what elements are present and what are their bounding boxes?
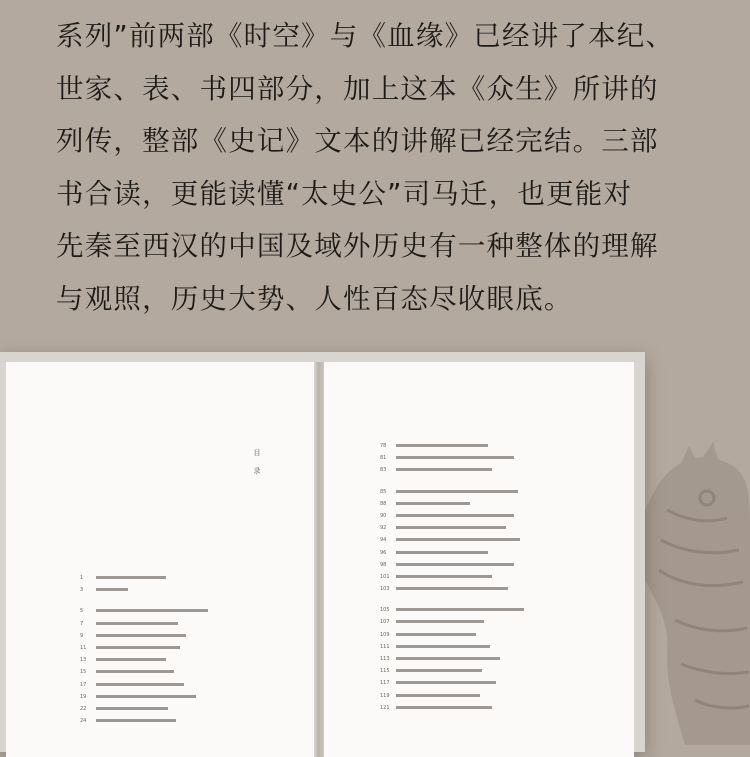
toc-entry-text-blur	[396, 706, 492, 709]
toc-entry	[380, 440, 600, 452]
book-gutter	[314, 362, 324, 757]
toc-page-number: 5	[80, 608, 84, 615]
toc-page-number: 81	[380, 455, 387, 462]
intro-line: 与观照，历史大势、人性百态尽收眼底。	[56, 282, 573, 315]
toc-entry	[80, 703, 280, 715]
toc-page-number: 15	[80, 669, 87, 676]
toc-entry	[380, 486, 600, 498]
toc-entry-text-blur	[96, 576, 166, 579]
toc-entry-text-blur	[96, 670, 174, 673]
toc-entry-text-blur	[396, 444, 488, 447]
toc-page-number: 115	[380, 668, 390, 675]
toc-entry-text-blur	[96, 646, 180, 649]
toc-page-number: 85	[380, 488, 387, 495]
toc-entry-text-blur	[396, 575, 492, 578]
toc-entry-text-blur	[396, 490, 518, 493]
toc-page-number: 117	[380, 680, 390, 687]
toc-page-number: 19	[80, 693, 87, 700]
toc-page-number: 3	[80, 587, 84, 594]
toc-entry-text-blur	[96, 634, 186, 637]
toc-entry-text-blur	[396, 468, 492, 471]
toc-page-number: 7	[80, 620, 84, 627]
toc-entry-text-blur	[396, 620, 484, 623]
toc-entry-text-blur	[96, 588, 128, 591]
toc-entry	[380, 653, 600, 665]
toc-entry-text-blur	[96, 658, 166, 661]
toc-entry-text-blur	[396, 587, 508, 590]
toc-entry-text-blur	[96, 707, 168, 710]
toc-entry	[380, 583, 600, 595]
toc-entry-text-blur	[396, 551, 488, 554]
toc-entry	[380, 571, 600, 583]
toc-entry	[80, 679, 280, 691]
toc-page-number: 22	[80, 705, 87, 712]
toc-entry	[80, 584, 280, 596]
book-page-left	[6, 362, 314, 757]
toc-page-number: 111	[380, 643, 390, 650]
toc-entry	[80, 691, 280, 703]
toc-page-number: 88	[380, 500, 387, 507]
toc-entry	[380, 641, 600, 653]
toc-entry-text-blur	[96, 683, 184, 686]
toc-entry	[380, 498, 600, 510]
toc-entry-text-blur	[396, 694, 480, 697]
toc-page-number: 107	[380, 619, 390, 626]
toc-page-number: 90	[380, 512, 387, 519]
toc-page-number: 105	[380, 607, 390, 614]
intro-line: 系列”前两部《时空》与《血缘》已经讲了本纪、	[56, 20, 675, 52]
toc-entry-text-blur	[396, 563, 514, 566]
toc-entry	[380, 522, 600, 534]
toc-entry-text-blur	[396, 657, 500, 660]
toc-entry-text-blur	[396, 502, 470, 505]
toc-entry	[380, 690, 600, 702]
toc-page-number: 103	[380, 586, 390, 593]
toc-entry	[380, 510, 600, 522]
toc-page-number: 83	[380, 467, 387, 474]
toc-page-number: 92	[380, 525, 387, 532]
toc-entry	[380, 604, 600, 616]
toc-entry-text-blur	[396, 608, 524, 611]
toc-entry	[80, 630, 280, 642]
toc-page-number: 96	[380, 549, 387, 556]
toc-entry	[80, 654, 280, 666]
intro-line: 列传，整部《史记》文本的讲解已经完结。三部	[56, 125, 659, 157]
toc-entry	[380, 464, 600, 476]
toc-page-number: 11	[80, 644, 87, 651]
toc-page-number: 101	[380, 573, 390, 580]
toc-entry	[380, 534, 600, 546]
toc-entry-text-blur	[96, 719, 176, 722]
toc-entry	[80, 605, 280, 617]
intro-line: 世家、表、书四部分，加上这本《众生》所讲的	[56, 72, 659, 105]
toc-entry	[380, 547, 600, 559]
toc-entry-text-blur	[396, 645, 490, 648]
intro-line: 书合读，更能读懂“太史公”司马迁，也更能对	[56, 177, 633, 210]
toc-entry	[380, 629, 600, 641]
toc-entry-text-blur	[96, 695, 196, 698]
toc-list-left	[80, 572, 280, 727]
toc-entry	[80, 715, 280, 727]
toc-entry-text-blur	[96, 622, 178, 625]
toc-page-number: 9	[80, 632, 84, 639]
toc-entry	[80, 618, 280, 630]
toc-entry	[380, 616, 600, 628]
toc-page-number: 109	[380, 631, 390, 638]
toc-list-right	[380, 440, 600, 714]
toc-entry-text-blur	[396, 538, 520, 541]
toc-page-number: 24	[80, 718, 87, 725]
toc-entry-text-blur	[396, 681, 496, 684]
toc-page-number: 17	[80, 681, 87, 688]
intro-line: 先秦至西汉的中国及域外历史有一种整体的理解	[56, 230, 659, 262]
toc-title: 目 录	[253, 449, 261, 475]
toc-entry-text-blur	[96, 609, 208, 612]
toc-page-number: 1	[80, 575, 84, 581]
book-page-right	[324, 362, 634, 757]
toc-page-number: 98	[380, 561, 387, 568]
book-spread	[0, 352, 645, 752]
toc-entry	[380, 665, 600, 677]
toc-entry	[380, 452, 600, 464]
toc-page-number: 121	[380, 704, 390, 711]
toc-page-number: 119	[380, 692, 390, 699]
toc-page-number: 94	[380, 537, 387, 544]
toc-entry-text-blur	[396, 633, 476, 636]
intro-paragraph	[56, 10, 716, 325]
toc-entry-text-blur	[396, 669, 482, 672]
toc-entry-text-blur	[396, 456, 514, 459]
toc-entry-text-blur	[396, 514, 514, 517]
toc-entry	[380, 559, 600, 571]
toc-entry	[380, 702, 600, 714]
toc-page-number: 113	[380, 656, 390, 662]
toc-entry	[80, 572, 280, 584]
toc-entry	[380, 677, 600, 689]
toc-page-number: 13	[80, 657, 87, 664]
toc-entry	[80, 666, 280, 678]
toc-entry-text-blur	[396, 526, 506, 529]
toc-page-number: 78	[380, 443, 387, 449]
toc-entry	[80, 642, 280, 654]
